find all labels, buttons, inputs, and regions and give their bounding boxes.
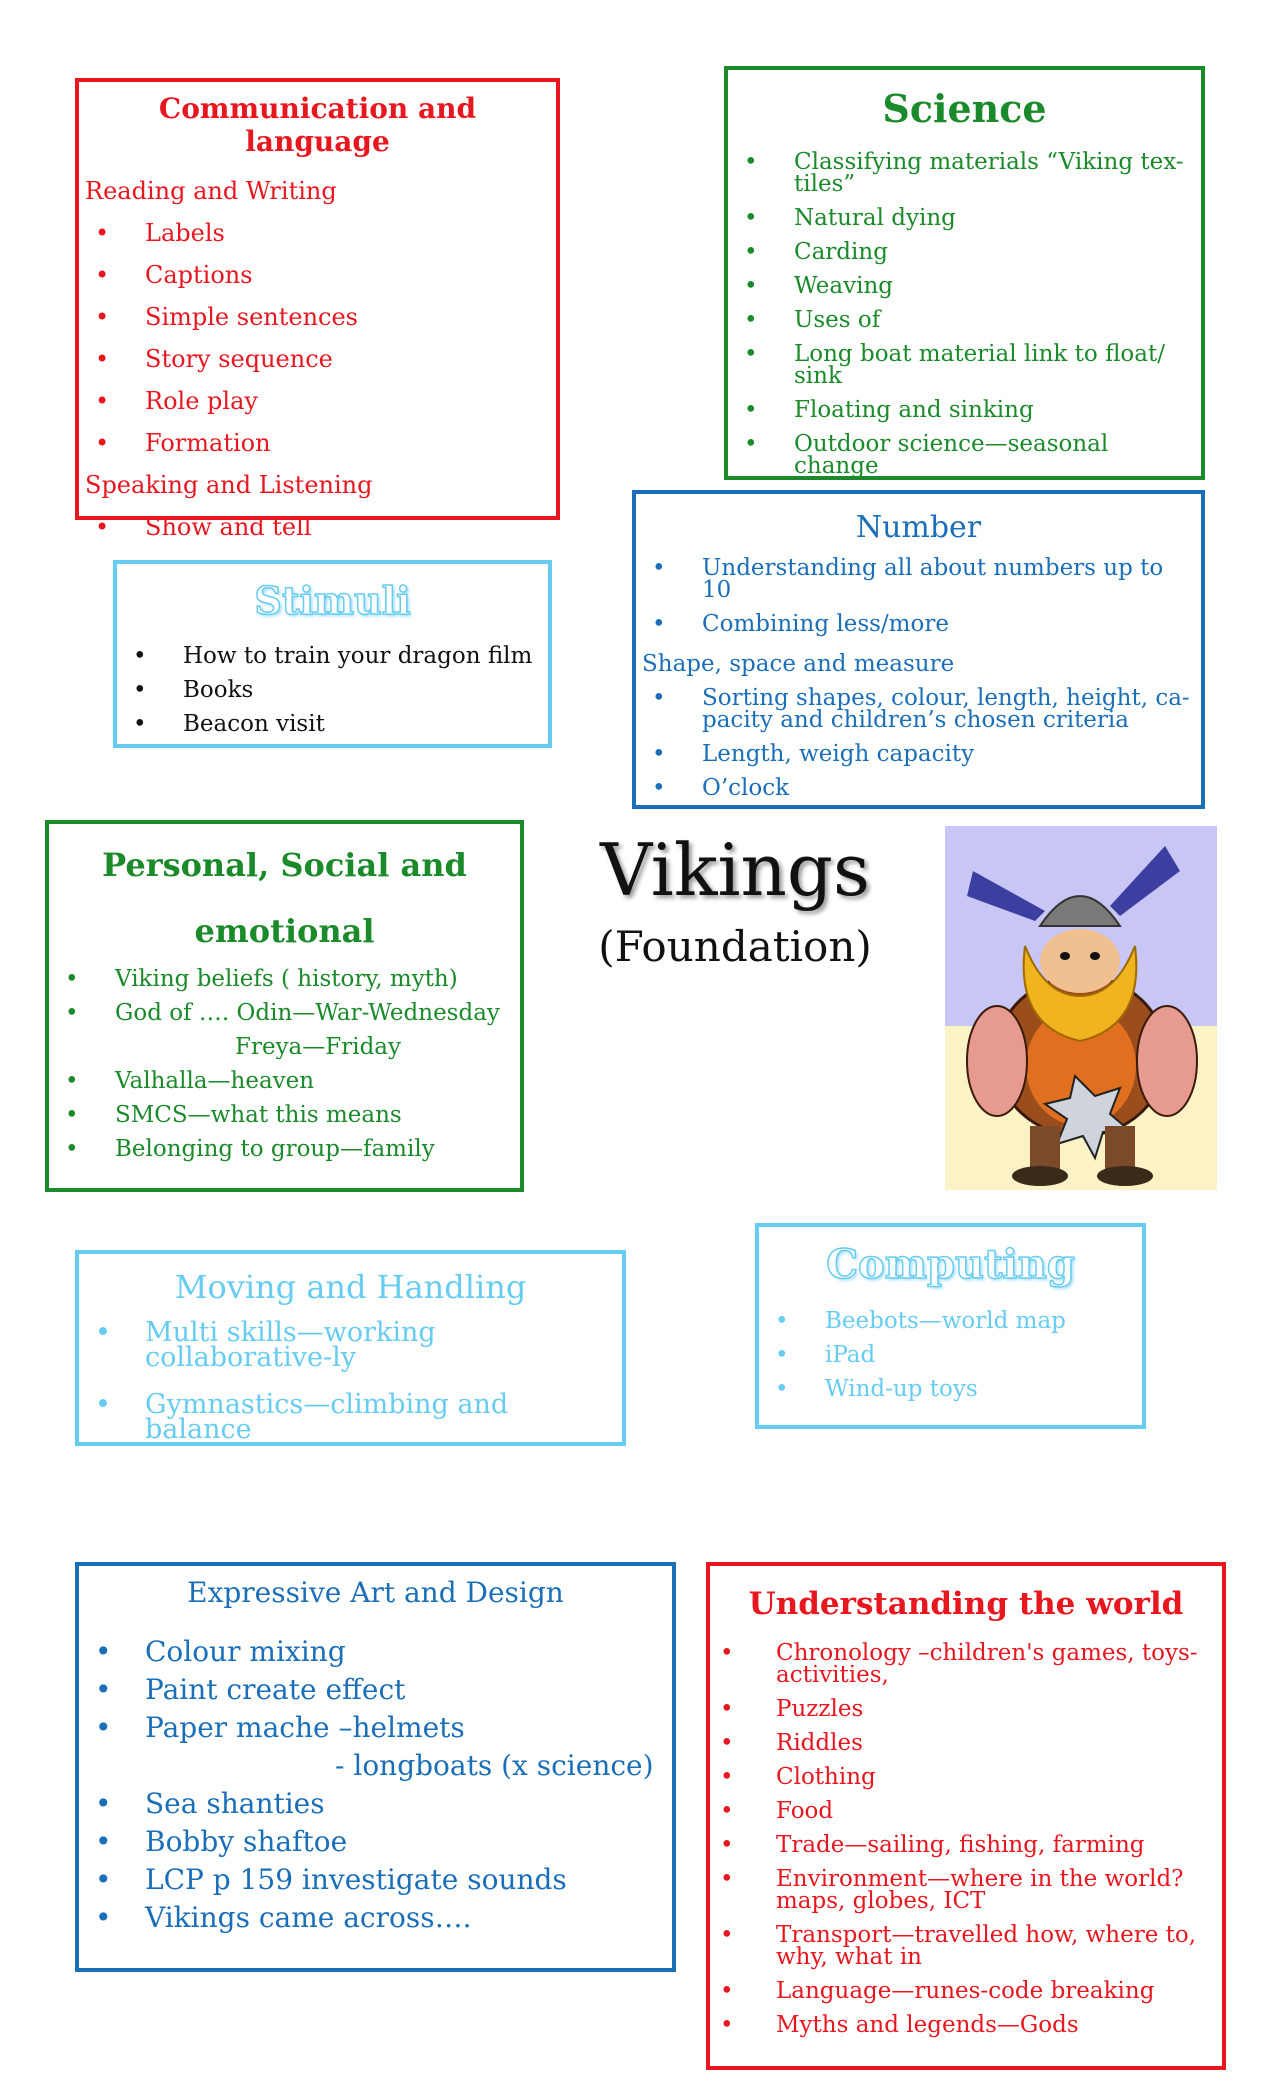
list-item: • God of …. Odin—War-Wednesday: [55, 996, 514, 1030]
list-item: • Beacon visit: [123, 707, 542, 741]
list-item: • Formation: [85, 422, 550, 464]
list-item: • Natural dying: [734, 207, 1195, 229]
list-item: • Uses of: [734, 309, 1195, 331]
moving-heading: Moving and Handling: [174, 1268, 527, 1306]
list-item: • Puzzles: [716, 1698, 1216, 1720]
list-item: • Valhalla—heaven: [55, 1064, 514, 1098]
list-item: • Captions: [85, 254, 550, 296]
moving-handling-box: [75, 1250, 626, 1446]
list-item: • Sea shanties: [85, 1785, 666, 1823]
computing-list: [765, 1304, 1136, 1406]
list-item: • Books: [123, 673, 542, 707]
list-item: • Long boat material link to float/ sink: [734, 343, 1195, 387]
list-item: • O’clock: [642, 777, 1195, 799]
list-item: • Riddles: [716, 1732, 1216, 1754]
list-item: • Clothing: [716, 1766, 1216, 1788]
list-item: • Weaving: [734, 275, 1195, 297]
list-item: • Myths and legends—Gods: [716, 2014, 1216, 2036]
list-item: • Understanding all about numbers up to 10: [642, 557, 1195, 601]
list-item: • Show and tell: [85, 506, 550, 548]
shape-list: [642, 687, 1195, 799]
list-item: • Trade—sailing, fishing, farming: [716, 1834, 1216, 1856]
list-item: • Simple sentences: [85, 296, 550, 338]
communication-heading: Communication and language: [158, 92, 477, 158]
list-item: • Combining less/more: [642, 613, 1195, 635]
list-item: - longboats (x science): [335, 1749, 654, 1782]
computing-box: [755, 1223, 1146, 1429]
stimuli-heading: Stimuli: [254, 578, 411, 623]
understanding-world-box: [706, 1562, 1226, 2070]
list-item: • Story sequence: [85, 338, 550, 380]
personal-heading-line1: Personal, Social and: [102, 846, 467, 884]
list-item: • Viking beliefs ( history, myth): [55, 962, 514, 996]
list-item: • Beebots—world map: [765, 1304, 1136, 1338]
reading-writing-heading: Reading and Writing: [85, 177, 337, 205]
personal-social-box: [45, 820, 524, 1192]
list-item: • Gymnastics—climbing and balance: [85, 1392, 616, 1442]
list-item: • Paper mache –helmets: [85, 1709, 666, 1747]
list-item: • Wind-up toys: [765, 1372, 1136, 1406]
world-list: [716, 1642, 1216, 2036]
stimuli-list: [123, 639, 542, 741]
computing-heading: Computing: [826, 1241, 1075, 1288]
science-box: [724, 66, 1205, 480]
list-item: • Multi skills—working collaborative-ly: [85, 1320, 616, 1370]
list-item: • Carding: [734, 241, 1195, 263]
art-heading: Expressive Art and Design: [187, 1576, 564, 1609]
list-item: • Vikings came across….: [85, 1899, 666, 1937]
art-list: [85, 1633, 666, 1937]
number-box: [632, 490, 1205, 809]
list-item: • LCP p 159 investigate sounds: [85, 1861, 666, 1899]
list-item: • Labels: [85, 212, 550, 254]
list-item: • Food: [716, 1800, 1216, 1822]
list-item: • Transport—travelled how, where to, why, what in: [716, 1924, 1216, 1968]
list-item: • Language—runes-code breaking: [716, 1980, 1216, 2002]
speaking-listening-list: [85, 506, 550, 548]
personal-heading-line2: emotional: [194, 912, 375, 950]
title-block: [560, 820, 910, 971]
list-item: • Outdoor science—seasonal change: [734, 433, 1195, 477]
number-list: [642, 557, 1195, 635]
speaking-listening-heading: Speaking and Listening: [85, 471, 373, 499]
list-item: • Colour mixing: [85, 1633, 666, 1671]
list-item: • iPad: [765, 1338, 1136, 1372]
list-item: • Length, weigh capacity: [642, 743, 1195, 765]
viking-cartoon-image: [945, 826, 1217, 1190]
list-item: • Chronology –children's games, toys-activities,: [716, 1642, 1216, 1686]
list-item: • Paint create effect: [85, 1671, 666, 1709]
list-item: • Environment—where in the world? maps, globes, ICT: [716, 1868, 1216, 1912]
list-item: • How to train your dragon film: [123, 639, 542, 673]
reading-writing-list: [85, 212, 550, 464]
expressive-art-box: [75, 1562, 676, 1972]
list-item: • Bobby shaftoe: [85, 1823, 666, 1861]
list-item: • SMCS—what this means: [55, 1098, 514, 1132]
list-item: Freya—Friday: [235, 1034, 402, 1060]
list-item: • Floating and sinking: [734, 399, 1195, 421]
page-subtitle: (Foundation): [598, 922, 872, 971]
moving-list: [85, 1317, 616, 1445]
list-item: • Belonging to group—family: [55, 1132, 514, 1166]
list-item: • Classifying materials “Viking tex-tiles”: [734, 151, 1195, 195]
personal-list: [55, 962, 514, 1166]
science-heading: Science: [882, 86, 1047, 131]
stimuli-box: [113, 560, 552, 748]
world-heading: Understanding the world: [748, 1586, 1184, 1622]
science-list: [734, 151, 1195, 477]
list-item: • Sorting shapes, colour, length, height, ca-pacity and children’s chosen criteria: [642, 687, 1195, 731]
number-heading: Number: [855, 510, 982, 545]
list-item: • Role play: [85, 380, 550, 422]
page-title: Vikings: [600, 828, 870, 912]
shape-space-measure-heading: Shape, space and measure: [642, 651, 955, 677]
communication-language-box: [75, 78, 560, 541]
